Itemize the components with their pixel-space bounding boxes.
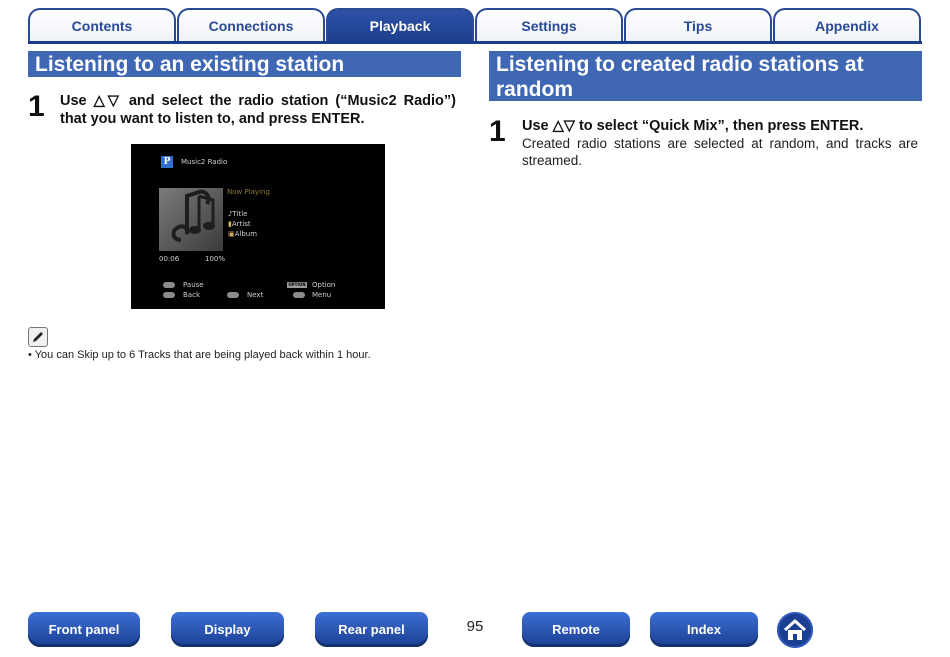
section-heading-created-stations: Listening to created radio stations at random: [489, 51, 922, 101]
track-artist: ▮Artist: [228, 220, 251, 228]
album-label: Album: [234, 230, 258, 238]
tab-baseline: [28, 41, 922, 44]
home-icon: [777, 612, 813, 648]
option-label: Option: [312, 281, 336, 289]
tab-contents[interactable]: Contents: [28, 8, 176, 42]
next-button-icon: [227, 292, 239, 298]
page-number: 95: [466, 618, 484, 635]
tab-connections[interactable]: Connections: [177, 8, 325, 42]
tab-settings[interactable]: Settings: [475, 8, 623, 42]
step-instruction-right: Use △▽ to select “Quick Mix”, then press ENTER.: [522, 118, 864, 134]
back-button-icon: [163, 292, 175, 298]
step-instruction: Use △▽ and select the radio station (“Music2 Radio”) that you want to listen to, and press ENTER.: [60, 93, 456, 127]
step-description-right: Created radio stations are selected at random, and tracks are streamed.: [522, 136, 918, 168]
tab-playback[interactable]: Playback: [326, 8, 474, 42]
step-number: 1: [28, 90, 45, 123]
track-album: ▣Album: [228, 230, 258, 238]
display-button[interactable]: Display: [171, 612, 284, 647]
pause-label: Pause: [183, 281, 204, 289]
elapsed-time: 00:06: [159, 255, 180, 263]
progress-percent: 100%: [205, 255, 226, 263]
album-art-image: [159, 188, 223, 251]
note-text: • You can Skip up to 6 Tracks that are being played back within 1 hour.: [28, 349, 371, 361]
back-label: Back: [183, 291, 200, 299]
artist-label: Artist: [231, 220, 251, 228]
tab-tips[interactable]: Tips: [624, 8, 772, 42]
now-playing-label: Now Playing: [227, 188, 270, 196]
menu-button-icon: [293, 292, 305, 298]
tab-appendix[interactable]: Appendix: [773, 8, 921, 42]
music-note-icon: [159, 188, 223, 251]
station-name: Music2 Radio: [181, 158, 228, 166]
step-number-right: 1: [489, 115, 506, 148]
remote-button[interactable]: Remote: [522, 612, 630, 647]
pandora-logo-icon: P: [161, 156, 173, 168]
rear-panel-button[interactable]: Rear panel: [315, 612, 428, 647]
pause-button-icon: [163, 282, 175, 288]
section-heading-existing-station: Listening to an existing station: [28, 51, 461, 77]
tv-screen-mockup: [131, 144, 385, 309]
index-button[interactable]: Index: [650, 612, 758, 647]
track-title: ♪Title: [228, 210, 248, 218]
home-button[interactable]: [777, 612, 813, 648]
front-panel-button[interactable]: Front panel: [28, 612, 140, 647]
tab-bar: [28, 8, 922, 44]
menu-label: Menu: [312, 291, 332, 299]
pencil-note-icon: [28, 327, 48, 347]
next-label: Next: [247, 291, 264, 299]
option-badge: OPTION: [288, 282, 306, 287]
